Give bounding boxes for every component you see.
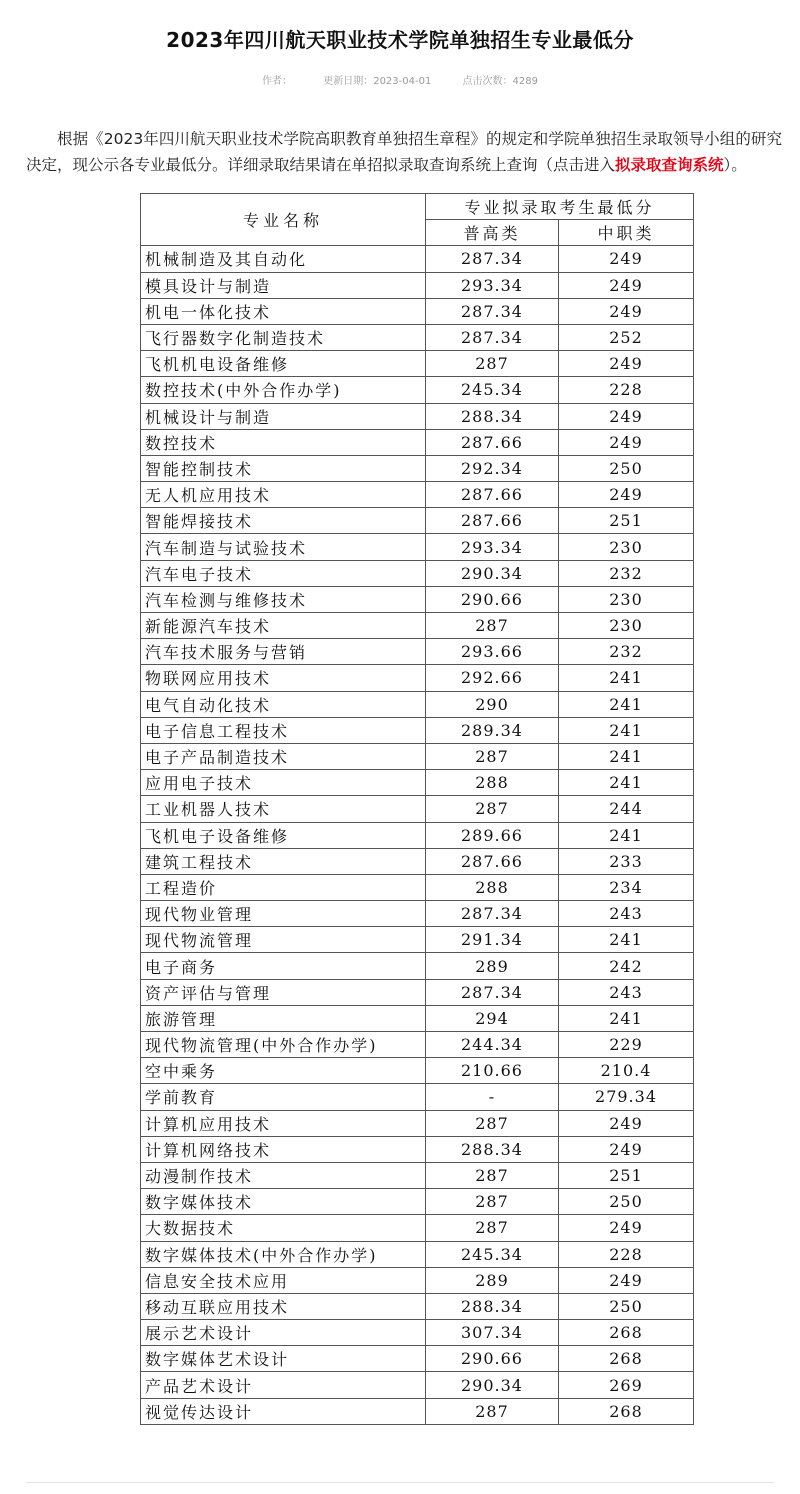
- table-row: [141, 1136, 694, 1162]
- footer-divider: [26, 1482, 774, 1483]
- zhongzhi-score-cell: 250: [559, 1189, 694, 1215]
- pugao-score-cell: 294: [426, 1005, 559, 1031]
- pugao-score-cell: 289.66: [426, 822, 559, 848]
- zhongzhi-score-cell: 249: [559, 403, 694, 429]
- zhongzhi-score-cell: 230: [559, 534, 694, 560]
- table-row: [141, 560, 694, 586]
- table-row: [141, 534, 694, 560]
- table-row: [141, 743, 694, 769]
- pugao-score-cell: 287.66: [426, 848, 559, 874]
- zhongzhi-score-cell: 249: [559, 351, 694, 377]
- pugao-score-cell: 210.66: [426, 1058, 559, 1084]
- table-row: [141, 953, 694, 979]
- major-name-cell: 汽车电子技术: [141, 560, 426, 586]
- zhongzhi-score-cell: 249: [559, 482, 694, 508]
- zhongzhi-score-cell: 232: [559, 560, 694, 586]
- major-name-cell: 建筑工程技术: [141, 848, 426, 874]
- zhongzhi-score-cell: 268: [559, 1398, 694, 1424]
- table-row: [141, 246, 694, 272]
- zhongzhi-score-cell: 228: [559, 377, 694, 403]
- table-row: [141, 1267, 694, 1293]
- pugao-score-cell: 287: [426, 743, 559, 769]
- view-count: 点击次数：4289: [462, 76, 538, 87]
- table-row: [141, 874, 694, 900]
- pugao-score-cell: 245.34: [426, 1241, 559, 1267]
- zhongzhi-score-cell: 249: [559, 1136, 694, 1162]
- table-row: [141, 1346, 694, 1372]
- intro-text: 根据《2023年四川航天职业技术学院高职教育单独招生章程》的规定和学院单独招生录取领导小组的研究决定，现公示各专业最低分。详细录取结果请在单招拟录取查询系统上查询（点击进入: [26, 129, 782, 174]
- pugao-score-cell: 288.34: [426, 403, 559, 429]
- zhongzhi-score-cell: 249: [559, 1267, 694, 1293]
- table-row: [141, 298, 694, 324]
- major-name-cell: 电气自动化技术: [141, 691, 426, 717]
- major-name-cell: 机电一体化技术: [141, 298, 426, 324]
- table-row: [141, 1005, 694, 1031]
- major-name-cell: 学前教育: [141, 1084, 426, 1110]
- table-row: [141, 717, 694, 743]
- table-row: [141, 1398, 694, 1424]
- update-date: 更新日期：2023-04-01: [323, 76, 432, 87]
- major-name-cell: 汽车制造与试验技术: [141, 534, 426, 560]
- table-row: [141, 324, 694, 350]
- major-name-cell: 现代物流管理: [141, 927, 426, 953]
- pugao-score-cell: 287.66: [426, 429, 559, 455]
- pugao-score-cell: 293.66: [426, 639, 559, 665]
- pugao-score-cell: 287.66: [426, 482, 559, 508]
- pugao-score-cell: 290: [426, 691, 559, 717]
- pugao-score-cell: 307.34: [426, 1320, 559, 1346]
- header-zhongzhi: 中职类: [559, 220, 694, 246]
- table-row: [141, 1084, 694, 1110]
- major-name-cell: 物联网应用技术: [141, 665, 426, 691]
- pugao-score-cell: 290.34: [426, 560, 559, 586]
- zhongzhi-score-cell: 229: [559, 1032, 694, 1058]
- zhongzhi-score-cell: 241: [559, 665, 694, 691]
- pugao-score-cell: 287.34: [426, 246, 559, 272]
- table-row: [141, 1215, 694, 1241]
- intro-paragraph: [26, 126, 782, 178]
- table-row: [141, 1110, 694, 1136]
- major-name-cell: 动漫制作技术: [141, 1162, 426, 1188]
- major-name-cell: 计算机应用技术: [141, 1110, 426, 1136]
- major-name-cell: 计算机网络技术: [141, 1136, 426, 1162]
- zhongzhi-score-cell: 230: [559, 613, 694, 639]
- table-row: [141, 901, 694, 927]
- table-row: [141, 429, 694, 455]
- zhongzhi-score-cell: 242: [559, 953, 694, 979]
- table-row: [141, 613, 694, 639]
- major-name-cell: 汽车技术服务与营销: [141, 639, 426, 665]
- major-name-cell: 新能源汽车技术: [141, 613, 426, 639]
- zhongzhi-score-cell: 210.4: [559, 1058, 694, 1084]
- table-row: [141, 770, 694, 796]
- zhongzhi-score-cell: 244: [559, 796, 694, 822]
- zhongzhi-score-cell: 279.34: [559, 1084, 694, 1110]
- table-body: [141, 246, 694, 1424]
- zhongzhi-score-cell: 241: [559, 770, 694, 796]
- major-name-cell: 电子商务: [141, 953, 426, 979]
- table-row: [141, 1320, 694, 1346]
- table-row: [141, 272, 694, 298]
- zhongzhi-score-cell: 268: [559, 1346, 694, 1372]
- page-title: 2023年四川航天职业技术学院单独招生专业最低分: [166, 28, 634, 52]
- pugao-score-cell: 289: [426, 1267, 559, 1293]
- min-score-table: [140, 193, 694, 1425]
- table-row: [141, 1162, 694, 1188]
- zhongzhi-score-cell: 233: [559, 848, 694, 874]
- table-row: [141, 482, 694, 508]
- pugao-score-cell: 287.34: [426, 324, 559, 350]
- major-name-cell: 视觉传达设计: [141, 1398, 426, 1424]
- pugao-score-cell: 287.34: [426, 901, 559, 927]
- zhongzhi-score-cell: 243: [559, 979, 694, 1005]
- major-name-cell: 工业机器人技术: [141, 796, 426, 822]
- pugao-score-cell: 244.34: [426, 1032, 559, 1058]
- pugao-score-cell: 292.66: [426, 665, 559, 691]
- table-row: [141, 927, 694, 953]
- table-row: [141, 639, 694, 665]
- zhongzhi-score-cell: 230: [559, 586, 694, 612]
- zhongzhi-score-cell: 249: [559, 272, 694, 298]
- major-name-cell: 现代物业管理: [141, 901, 426, 927]
- major-name-cell: 应用电子技术: [141, 770, 426, 796]
- major-name-cell: 模具设计与制造: [141, 272, 426, 298]
- zhongzhi-score-cell: 251: [559, 1162, 694, 1188]
- table-row: [141, 691, 694, 717]
- major-name-cell: 移动互联应用技术: [141, 1293, 426, 1319]
- pugao-score-cell: 293.34: [426, 272, 559, 298]
- pugao-score-cell: 290.66: [426, 586, 559, 612]
- pugao-score-cell: 287.66: [426, 508, 559, 534]
- intro-tail: ）。: [723, 155, 747, 174]
- table-row: [141, 796, 694, 822]
- major-name-cell: 资产评估与管理: [141, 979, 426, 1005]
- pugao-score-cell: 287.34: [426, 979, 559, 1005]
- pugao-score-cell: 245.34: [426, 377, 559, 403]
- zhongzhi-score-cell: 241: [559, 1005, 694, 1031]
- zhongzhi-score-cell: 269: [559, 1372, 694, 1398]
- table-header-row: [141, 194, 694, 220]
- zhongzhi-score-cell: 241: [559, 717, 694, 743]
- zhongzhi-score-cell: 250: [559, 1293, 694, 1319]
- pugao-score-cell: 289.34: [426, 717, 559, 743]
- zhongzhi-score-cell: 249: [559, 298, 694, 324]
- pugao-score-cell: 287: [426, 1110, 559, 1136]
- zhongzhi-score-cell: 252: [559, 324, 694, 350]
- zhongzhi-score-cell: 249: [559, 429, 694, 455]
- header-pugao: 普高类: [426, 220, 559, 246]
- zhongzhi-score-cell: 241: [559, 822, 694, 848]
- zhongzhi-score-cell: 241: [559, 743, 694, 769]
- pugao-score-cell: 287: [426, 1189, 559, 1215]
- table-row: [141, 403, 694, 429]
- pugao-score-cell: 293.34: [426, 534, 559, 560]
- table-row: [141, 1058, 694, 1084]
- major-name-cell: 工程造价: [141, 874, 426, 900]
- header-major-name: 专业名称: [141, 194, 426, 246]
- major-name-cell: 旅游管理: [141, 1005, 426, 1031]
- major-name-cell: 展示艺术设计: [141, 1320, 426, 1346]
- table-row: [141, 508, 694, 534]
- table-row: [141, 979, 694, 1005]
- major-name-cell: 电子信息工程技术: [141, 717, 426, 743]
- author-label: 作者：: [262, 76, 293, 87]
- table-row: [141, 1241, 694, 1267]
- pugao-score-cell: 292.34: [426, 455, 559, 481]
- major-name-cell: 汽车检测与维修技术: [141, 586, 426, 612]
- zhongzhi-score-cell: 268: [559, 1320, 694, 1346]
- major-name-cell: 智能焊接技术: [141, 508, 426, 534]
- major-name-cell: 电子产品制造技术: [141, 743, 426, 769]
- zhongzhi-score-cell: 234: [559, 874, 694, 900]
- article-meta: [0, 72, 800, 87]
- header-min-score-group: 专业拟录取考生最低分: [426, 194, 694, 220]
- table-row: [141, 586, 694, 612]
- pugao-score-cell: 287: [426, 613, 559, 639]
- pugao-score-cell: 289: [426, 953, 559, 979]
- pugao-score-cell: 288.34: [426, 1293, 559, 1319]
- admission-query-link[interactable]: 拟录取查询系统: [615, 155, 724, 174]
- zhongzhi-score-cell: 251: [559, 508, 694, 534]
- table-row: [141, 1293, 694, 1319]
- pugao-score-cell: 291.34: [426, 927, 559, 953]
- zhongzhi-score-cell: 249: [559, 246, 694, 272]
- zhongzhi-score-cell: 250: [559, 455, 694, 481]
- major-name-cell: 飞行器数字化制造技术: [141, 324, 426, 350]
- major-name-cell: 机械设计与制造: [141, 403, 426, 429]
- pugao-score-cell: 287: [426, 796, 559, 822]
- major-name-cell: 空中乘务: [141, 1058, 426, 1084]
- pugao-score-cell: 288.34: [426, 1136, 559, 1162]
- table-row: [141, 848, 694, 874]
- table-row: [141, 351, 694, 377]
- table-row: [141, 822, 694, 848]
- major-name-cell: 机械制造及其自动化: [141, 246, 426, 272]
- zhongzhi-score-cell: 241: [559, 691, 694, 717]
- zhongzhi-score-cell: 228: [559, 1241, 694, 1267]
- pugao-score-cell: -: [426, 1084, 559, 1110]
- pugao-score-cell: 287.34: [426, 298, 559, 324]
- major-name-cell: 智能控制技术: [141, 455, 426, 481]
- major-name-cell: 大数据技术: [141, 1215, 426, 1241]
- major-name-cell: 数控技术: [141, 429, 426, 455]
- pugao-score-cell: 288: [426, 770, 559, 796]
- zhongzhi-score-cell: 232: [559, 639, 694, 665]
- pugao-score-cell: 287: [426, 1162, 559, 1188]
- pugao-score-cell: 287: [426, 1398, 559, 1424]
- pugao-score-cell: 290.66: [426, 1346, 559, 1372]
- table-row: [141, 377, 694, 403]
- table-row: [141, 1032, 694, 1058]
- major-name-cell: 飞机机电设备维修: [141, 351, 426, 377]
- major-name-cell: 无人机应用技术: [141, 482, 426, 508]
- zhongzhi-score-cell: 249: [559, 1110, 694, 1136]
- major-name-cell: 数字媒体技术(中外合作办学): [141, 1241, 426, 1267]
- pugao-score-cell: 287: [426, 1215, 559, 1241]
- major-name-cell: 数字媒体艺术设计: [141, 1346, 426, 1372]
- table-row: [141, 1189, 694, 1215]
- major-name-cell: 数控技术(中外合作办学): [141, 377, 426, 403]
- pugao-score-cell: 288: [426, 874, 559, 900]
- pugao-score-cell: 290.34: [426, 1372, 559, 1398]
- major-name-cell: 数字媒体技术: [141, 1189, 426, 1215]
- table-row: [141, 665, 694, 691]
- table-row: [141, 1372, 694, 1398]
- zhongzhi-score-cell: 243: [559, 901, 694, 927]
- zhongzhi-score-cell: 241: [559, 927, 694, 953]
- major-name-cell: 现代物流管理(中外合作办学): [141, 1032, 426, 1058]
- major-name-cell: 信息安全技术应用: [141, 1267, 426, 1293]
- major-name-cell: 产品艺术设计: [141, 1372, 426, 1398]
- zhongzhi-score-cell: 249: [559, 1215, 694, 1241]
- pugao-score-cell: 287: [426, 351, 559, 377]
- major-name-cell: 飞机电子设备维修: [141, 822, 426, 848]
- table-row: [141, 455, 694, 481]
